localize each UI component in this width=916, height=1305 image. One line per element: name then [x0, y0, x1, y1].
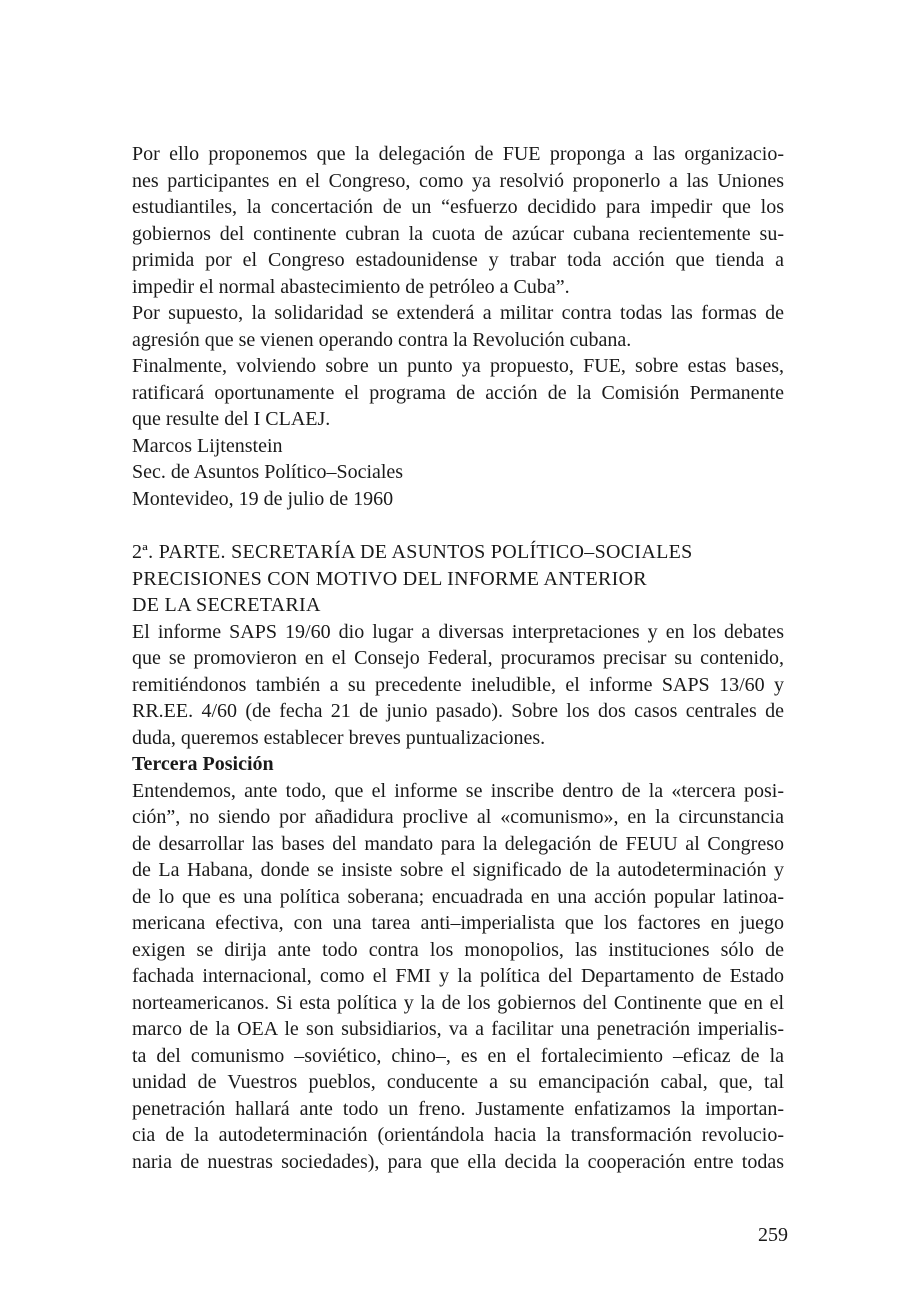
- text-line: exigen se dirija ante todo contra los monopolios, las instituciones sólo de: [132, 938, 784, 961]
- text-line: fachada internacional, como el FMI y la política del Departamento de Estado: [132, 965, 784, 987]
- text-line: primida por el Congreso estadounidense y trabar toda acción que tienda a: [132, 249, 784, 271]
- text-line: El informe SAPS 19/60 dio lugar a diversas interpretaciones y en los debates: [132, 620, 784, 643]
- text-line: Finalmente, volviendo sobre un punto ya propuesto, FUE, sobre estas bases,: [132, 355, 784, 377]
- text-line: que se promovieron en el Consejo Federal, procuramos precisar su contenido,: [132, 647, 784, 669]
- text-line: marco de la OEA le son subsidiarios, va a facilitar una penetración imperialis-: [132, 1018, 784, 1040]
- text-line: mericana efectiva, con una tarea anti–imperialista que los factores en juego: [132, 912, 784, 934]
- text-line: impedir el normal abastecimiento de petróleo a Cuba”.: [132, 275, 570, 298]
- text-line: Por supuesto, la solidaridad se extenderá a militar contra todas las formas de: [132, 302, 784, 324]
- text-line: penetración hallará ante todo un freno. Justamente enfatizamos la importan-: [132, 1097, 784, 1120]
- body-text: [132, 141, 784, 1175]
- heading-line: 2ª. PARTE. SECRETARÍA DE ASUNTOS POLÍTICO–SOCIALES: [132, 541, 693, 563]
- paragraph-proposal: [132, 141, 784, 300]
- signature-role: Sec. de Asuntos Político–Sociales: [132, 461, 404, 483]
- heading-line: PRECISIONES CON MOTIVO DEL INFORME ANTERIOR: [132, 567, 647, 590]
- paragraph-saps-report: [132, 619, 784, 752]
- text-line: estudiantiles, la concertación de un “esfuerzo decidido para impedir que los: [132, 196, 784, 218]
- text-line: unidad de Vuestros pueblos, conducente a su emancipación cabal, que, tal: [132, 1071, 784, 1093]
- text-line: de desarrollar las bases del mandato para la delegación de FEUU al Congreso: [132, 832, 784, 855]
- text-line: Por ello proponemos que la delegación de FUE proponga a las organizacio-: [132, 143, 784, 165]
- page-number: 259: [758, 1224, 788, 1246]
- text-line: duda, queremos establecer breves puntualizaciones.: [132, 726, 546, 749]
- paragraph-solidarity: [132, 300, 784, 353]
- subheading-tercera-posicion: Tercera Posición: [132, 753, 274, 775]
- section-heading: [132, 539, 784, 619]
- text-line: naria de nuestras sociedades), para que ella decida la cooperación entre todas: [132, 1150, 784, 1173]
- text-line: ción”, no siendo por añadidura proclive al «comunismo», en la circunstancia: [132, 806, 784, 828]
- signature-place-date: Montevideo, 19 de julio de 1960: [132, 487, 394, 510]
- paragraph-finally: [132, 353, 784, 433]
- text-line: Entendemos, ante todo, que el informe se inscribe dentro de la «tercera posi-: [132, 779, 784, 802]
- text-line: ratificará oportunamente el programa de acción de la Comisión Permanente: [132, 381, 784, 404]
- text-line: RR.EE. 4/60 (de fecha 21 de junio pasado). Sobre los dos casos centrales de: [132, 700, 784, 722]
- text-line: que resulte del I CLAEJ.: [132, 408, 331, 430]
- text-line: remitiéndonos también a su precedente ineludible, el informe SAPS 13/60 y: [132, 673, 784, 696]
- heading-line: DE LA SECRETARIA: [132, 594, 321, 616]
- text-line: agresión que se vienen operando contra la Revolución cubana.: [132, 328, 632, 351]
- text-line: nes participantes en el Congreso, como ya resolvió proponerlo a las Uniones: [132, 169, 784, 192]
- text-line: ta del comunismo –soviético, chino–, es en el fortalecimiento –eficaz de la: [132, 1044, 784, 1067]
- text-line: de lo que es una política soberana; encuadrada en una acción popular latinoa-: [132, 885, 784, 908]
- signature-block: [132, 433, 784, 513]
- text-line: cia de la autodeterminación (orientándola hacia la transformación revolucio-: [132, 1124, 784, 1146]
- text-line: norteamericanos. Si esta política y la de los gobiernos del Continente que en el: [132, 991, 784, 1014]
- text-line: gobiernos del continente cubran la cuota de azúcar cubana recientemente su-: [132, 222, 784, 245]
- section-gap: [132, 512, 784, 539]
- signature-name: Marcos Lijtenstein: [132, 434, 283, 457]
- paragraph-third-position: [132, 778, 784, 1176]
- text-line: de La Habana, donde se insiste sobre el significado de la autodeterminación y: [132, 859, 784, 881]
